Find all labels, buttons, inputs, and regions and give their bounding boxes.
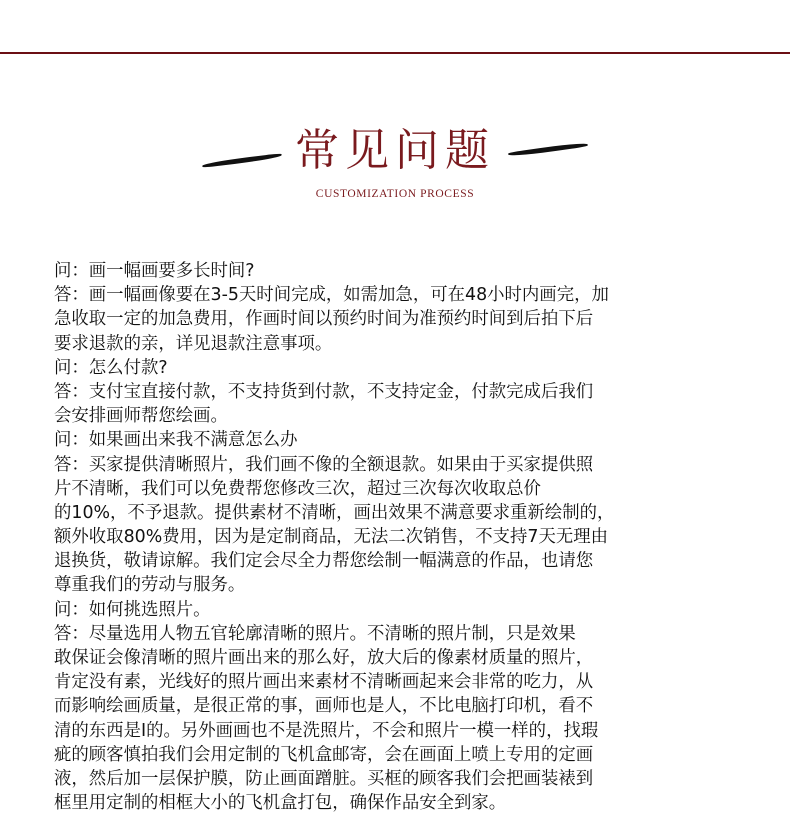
faq-line: 答：尽量选用人物五官轮廓清晰的照片。不清晰的照片制，只是效果 [54,623,576,644]
faq-line: 答：买家提供清晰照片，我们画不像的全额退款。如果由于买家提供照 [54,454,594,475]
faq-line: 问：如何挑选照片。 [54,599,211,620]
faq-line: 问：怎么付款? [54,357,168,378]
faq-line: 清的东西是I的。另外画画也不是洗照片，不会和照片一模一样的，找瑕 [54,720,599,741]
left-brush-stroke [202,153,282,168]
top-divider-line [0,52,790,54]
right-brush-stroke [508,141,588,157]
faq-line: 问：画一幅画要多长时间? [54,261,255,281]
faq-line: 而影响绘画质量，是很正常的事，画师也是人，不比电脑打印机，看不 [54,696,594,717]
faq-line: 额外收取80%费用，因为是定制商品，无法二次销售，不支持7天无理由 [54,527,609,548]
page-title: 常见问题 [295,125,495,176]
faq-line: 尊重我们的劳动与服务。 [54,575,246,596]
faq-line: 退换货，敬请谅解。我们定会尽全力帮您绘制一幅满意的作品，也请您 [54,551,594,572]
faq-line: 答：支付宝直接付款，不支持货到付款，不支持定金，付款完成后我们 [54,381,594,402]
faq-line: 急收取一定的加急费用，作画时间以预约时间为准预约时间到后拍下后 [54,309,594,330]
page-subtitle: CUSTOMIZATION PROCESS [315,188,475,200]
faq-line: 要求退款的亲，详见退款注意事项。 [54,333,333,354]
faq-line: 肯定没有素，光线好的照片画出来素材不清晰画起来会非常的吃力，从 [54,672,594,693]
faq-line: 问：如果画出来我不满意怎么办 [54,430,298,451]
faq-line: 的10%，不予退款。提供素材不清晰，画出效果不满意要求重新绘制的， [54,502,615,523]
faq-line: 液，然后加一层保护膜，防止画面蹭脏。买框的顾客我们会把画装裱到 [54,768,594,789]
faq-line: 敢保证会像清晰的照片画出来的那么好，放大后的像素材质量的照片， [54,648,594,668]
faq-line: 片不清晰，我们可以免费帮您修改三次，超过三次每次收取总价 [54,478,541,499]
faq-content [54,259,770,815]
faq-line: 答：画一幅画像要在3-5天时间完成，如需加急，可在48小时内画完，加 [54,285,609,306]
faq-line: 会安排画师帮您绘画。 [54,406,228,427]
faq-line: 框里用定制的相框大小的飞机盒打包，确保作品安全到家。 [54,793,507,814]
faq-line: 疵的顾客慎拍我们会用定制的飞机盒邮寄，会在画面上喷上专用的定画 [54,744,594,765]
